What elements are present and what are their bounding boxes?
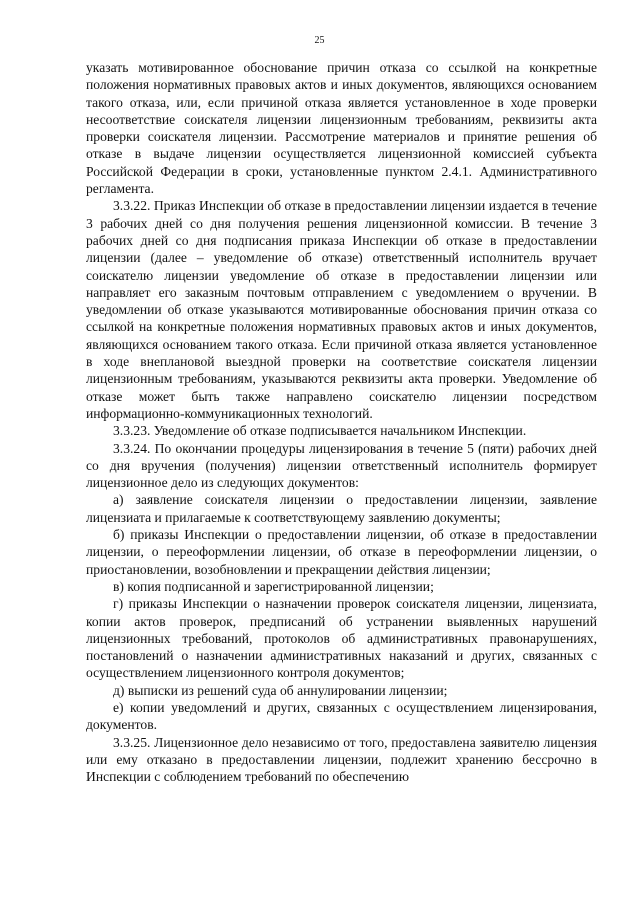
- body-text: [86, 59, 597, 785]
- page-number: 25: [314, 35, 325, 46]
- paragraph-3-3-23: 3.3.23. Уведомление об отказе подписывается начальником Инспекции.: [113, 423, 527, 439]
- list-item-a: а) заявление соискателя лицензии о предоставлении лицензии, заявление лицензиата и прилагаемые к соответствующему заявлению документы;: [86, 492, 597, 525]
- paragraph-3-3-22: 3.3.22. Приказ Инспекции об отказе в предоставлении лицензии издается в течение 3 рабочих дней со дня получения решения лицензионной комиссии. В течение 3 рабочих дней со дня подписания приказа Инспекции об отказе в предоставлении лицензии (далее – уведомление об отказе) ответственный исполнитель вручает соискателю лицензии уведомление об отказе в предоставлении лицензии или направляет его заказным почтовым отправлением с уведомлением о вручении. В уведомлении об отказе указываются мотивированные обоснования причин отказа со ссылкой на конкретные положения нормативных правовых актов и иных документов, являющихся основанием такого отказа. Если причиной отказа является установленное в ходе внеплановой выездной проверки на соответствие соискателя лицензии лицензионным требованиям, указываются реквизиты акта проверки. Уведомление об отказе может быть также направлено соискателю лицензии посредством информационно-коммуникационных технологий.: [86, 198, 597, 421]
- list-item-v: в) копия подписанной и зарегистрированной лицензии;: [113, 578, 434, 594]
- list-item-g: г) приказы Инспекции о назначении проверок соискателя лицензии, лицензиата, копии актов проверок, предписаний об устранении выявленных нарушений лицензионных требований, протоколов об административных правонарушениях, постановлений о назначении административных наказаний и других, связанных с осуществлением лицензионного контроля документов;: [86, 596, 597, 681]
- list-item-e: е) копии уведомлений и других, связанных с осуществлением лицензирования, документов.: [86, 699, 597, 733]
- paragraph-continuation: указать мотивированное обоснование причин отказа со ссылкой на конкретные положения нормативных правовых актов и иных документов, являющихся основанием такого отказа, или, если причиной отказа является установленное в ходе проверки несоответствие соискателя лицензии лицензионным требованиям, реквизиты акта проверки соискателя лицензии. Рассмотрение материалов и принятие решения об отказе в выдаче лицензии осуществляется лицензионной комиссией субъекта Российской Федерации в сроки, установленные пунктом 2.4.1. Административного регламента.: [86, 60, 597, 197]
- paragraph-3-3-24: 3.3.24. По окончании процедуры лицензирования в течение 5 (пяти) рабочих дней со дня вручения (получения) лицензии ответственный исполнитель формирует лицензионное дело из следующих документов:: [86, 440, 597, 491]
- list-item-b: б) приказы Инспекции о предоставлении лицензии, об отказе в предоставлении лицензии, о переоформлении лицензии, об отказе в переоформлении лицензии, о приостановлении, возобновлении и прекращении действия лицензии;: [86, 527, 597, 577]
- list-item-d: д) выписки из решений суда об аннулировании лицензии;: [113, 682, 448, 698]
- paragraph-3-3-25: 3.3.25. Лицензионное дело независимо от того, предоставлена заявителю лицензия или ему отказано в предоставлении лицензии, подлежит хранению бессрочно в Инспекции с соблюдением требований по обеспечению: [86, 734, 597, 785]
